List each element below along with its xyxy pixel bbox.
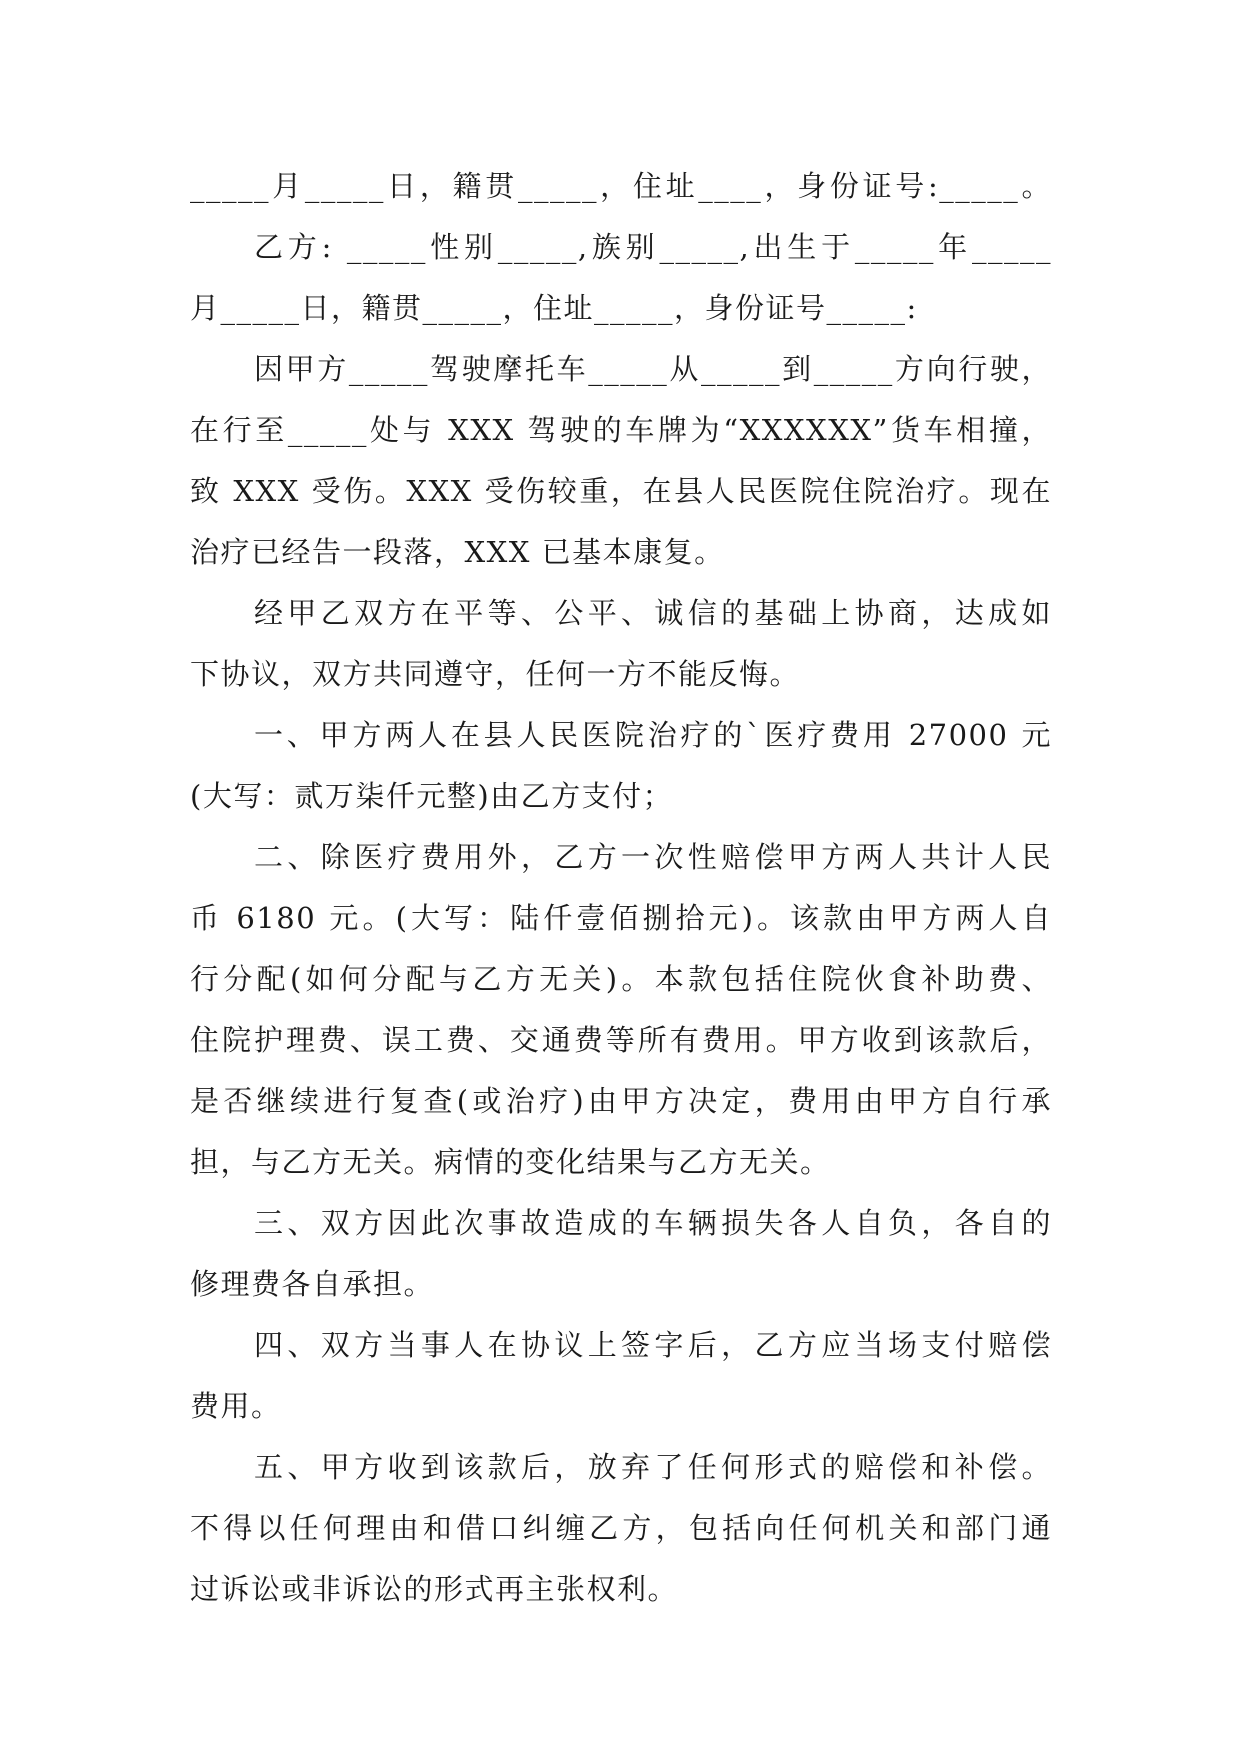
paragraph-line: 费用。 [190, 1389, 282, 1423]
agreement-body [190, 156, 1052, 1620]
paragraph-first-line: 经甲乙双方在平等、公平、诚信的基础上协商，达成如 [254, 596, 1052, 630]
paragraph-line: 致 XXX 受伤。XXX 受伤较重，在县人民医院住院治疗。现在 [190, 474, 1052, 508]
paragraph-line: (大写：贰万柒仟元整)由乙方支付； [190, 779, 674, 813]
paragraph-first-line: 四、双方当事人在协议上签字后，乙方应当场支付赔偿 [254, 1328, 1052, 1362]
paragraph-line: 行分配(如何分配与乙方无关)。本款包括住院伙食补助费、 [190, 962, 1052, 996]
paragraph-line: 不得以任何理由和借口纠缠乙方，包括向任何机关和部门通 [190, 1511, 1052, 1545]
paragraph-line: 月_____日，籍贯_____，住址_____，身份证号_____: [190, 291, 918, 325]
paragraph-line: 下协议，双方共同遵守，任何一方不能反悔。 [190, 657, 801, 691]
paragraph-first-line: 因甲方_____驾驶摩托车_____从_____到_____方向行驶， [254, 352, 1052, 386]
paragraph-line: 治疗已经告一段落，XXX 已基本康复。 [190, 535, 725, 569]
paragraph-line: 担，与乙方无关。病情的变化结果与乙方无关。 [190, 1145, 831, 1179]
paragraph-line: 修理费各自承担。 [190, 1267, 435, 1301]
paragraph-first-line: 乙方: _____性别_____,族别_____,出生于_____年_____ [254, 230, 1052, 264]
paragraph-first-line: 五、甲方收到该款后，放弃了任何形式的赔偿和补偿。 [254, 1450, 1052, 1484]
paragraph-first-line: 一、甲方两人在县人民医院治疗的`医疗费用 27000 元 [254, 718, 1052, 752]
paragraph-line: 是否继续进行复查(或治疗)由甲方决定，费用由甲方自行承 [190, 1084, 1052, 1118]
paragraph-first-line: 二、除医疗费用外，乙方一次性赔偿甲方两人共计人民 [254, 840, 1052, 874]
paragraph-first-line: 三、双方因此次事故造成的车辆损失各人自负，各自的 [254, 1206, 1052, 1240]
paragraph-line: 住院护理费、误工费、交通费等所有费用。甲方收到该款后， [190, 1023, 1052, 1057]
paragraph-line: 币 6180 元。(大写：陆仟壹佰捌拾元)。该款由甲方两人自 [190, 901, 1052, 935]
paragraph-line: 过诉讼或非诉讼的形式再主张权利。 [190, 1572, 679, 1606]
paragraph-line: _____月_____日，籍贯_____，住址____，身份证号:_____。 [190, 169, 1052, 203]
paragraph-line: 在行至_____处与 XXX 驾驶的车牌为“XXXXXX”货车相撞， [190, 413, 1052, 447]
